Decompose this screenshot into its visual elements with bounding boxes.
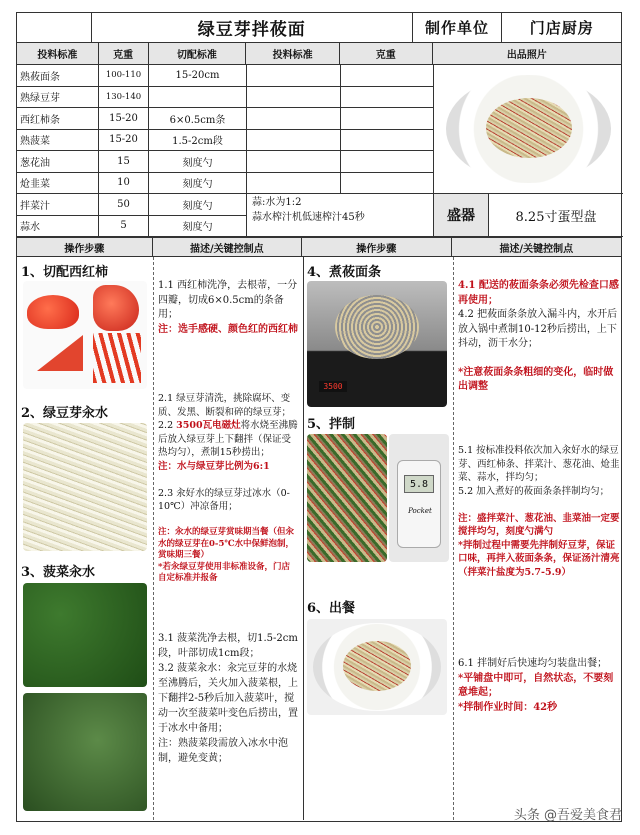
maker-label: 制作单位 (413, 13, 503, 43)
table-row: 熟菠菜 15-20 1.5-2cm段 (17, 130, 434, 152)
right-desc-header: 描述/关键控制点 (452, 238, 621, 257)
ingredients-block (17, 65, 621, 237)
table-row: 葱花油 15 刻度勺 (17, 151, 434, 173)
step-5-desc: 5.1 按标准投料依次加入汆好水的绿豆芽、西红柿条、拌菜汁、葱花油、炝韭菜、蒜水，拌均匀； 5.2 加入煮好的莜面条条拌制均匀； 注：盛拌菜汁、葱花油、韭菜油一定要搅拌均匀，刻度勺满勺 *拌制过程中需要先拌制好豆芽，保证口味，再拌入莜面条条，保证汤汁清亮（拌菜汁盐度为5.7-5.9） (458, 445, 620, 578)
dish-name: 绿豆芽拌莜面 (92, 13, 413, 43)
vessel-label: 盛器 (434, 194, 489, 237)
table-row: 西红柿条 15-20 6×0.5cm条 (17, 108, 434, 130)
table-row: 蒜水 5 刻度勺 (17, 216, 434, 238)
title-row (17, 13, 621, 43)
noodle-pile (486, 98, 572, 158)
step-3-desc: 3.1 菠菜洗净去根，切1.5-2cm段，叶部切成1cm段； 3.2 菠菜汆水：汆完豆芽的水烧至沸腾后，关火加入菠菜根，上下翻拌2-5秒后加入菠菜叶，搅动一次至菠菜叶变色后捞出，置于冰水中备用； 注：熟菠菜段需放入冰水中泡制，避免变黄； (158, 633, 298, 764)
strainer-icon (335, 295, 419, 359)
plated-photo (307, 619, 447, 715)
step-1-title: 1、切配西红柿 (21, 265, 109, 280)
table-row: 熟莜面条 100-110 15-20cm (17, 65, 434, 87)
maker-value: 门店厨房 (502, 13, 621, 43)
table-row: 熟绿豆芽 130-140 (17, 87, 434, 109)
left-step-header: 操作步骤 (17, 238, 153, 257)
col-header-weight: 克重 (99, 43, 149, 65)
tomato-half-icon (27, 295, 79, 329)
table-row: 炝韭菜 10 刻度勺 (17, 173, 434, 195)
col-header-photo: 出品照片 (433, 43, 621, 65)
bean-sprouts-photo (23, 423, 147, 551)
step-2-desc: 2.1 绿豆芽清洗，挑除腐坏、变质、发黑、断裂和碎的绿豆芽； 2.2 3500瓦电磁灶将水烧至沸腾后放入绿豆芽上下翻拌（保证受热均匀），煮制15秒捞出； 注：水与绿豆芽比例为6:1 2.3 汆好水的绿豆芽过冰水（0-10℃）冲凉备用； 注：汆水的绿豆芽赏味期当餐（但汆水的绿豆芽在0-5℃水中保鲜泡制，赏味期三餐） *若汆绿豆芽使用非标准设备，门店自定标准并报备 (158, 393, 298, 584)
col-header-cut: 切配标准 (149, 43, 247, 65)
meter-brand: Pocket (408, 507, 432, 515)
step-6-title: 6、出餐 (307, 601, 356, 616)
steps-header (17, 237, 621, 257)
tomato-quarter-icon (93, 285, 139, 331)
tomato-strips-icon (93, 333, 141, 383)
garlic-note: 蒜:水为1:2 蒜水榨汁机低速榨汁45秒 (252, 197, 365, 223)
step-5-title: 5、拌制 (307, 417, 356, 432)
col-header-ingredient: 投料标准 (17, 43, 99, 65)
col-header-weight-2: 克重 (340, 43, 433, 65)
vessel-row (434, 194, 623, 237)
step-3-title: 3、菠菜汆水 (21, 565, 96, 580)
step-6-desc: 6.1 拌制好后快速均匀装盘出餐； *平铺盘中即可，自然状态，不要刻意堆起； *拌制作业时间：42秒 (458, 658, 614, 713)
meter-readout: 5.8 (404, 475, 434, 493)
tomato-photo (23, 281, 147, 389)
product-photo-cell (434, 65, 623, 194)
left-desc-header: 描述/关键控制点 (153, 238, 303, 257)
meter-body-icon (397, 460, 441, 548)
table-row: 拌菜汁 50 刻度勺 (17, 194, 434, 216)
step-4-desc: 4.1 配送的莜面条条必须先检查口感再使用； 4.2 把莜面条条放入漏斗内，水开后放入锅中煮制10-12秒后捞出，上下抖动，沥干水分； *注意莜面条条粗细的变化，临时做出调整 (458, 280, 619, 392)
spinach-photo-2 (23, 693, 147, 811)
steps-body (17, 257, 621, 820)
vessel-value: 8.25寸蛋型盘 (489, 194, 623, 237)
tomato-wedge-icon (37, 335, 83, 371)
salinity-meter-photo (389, 434, 449, 562)
col-header-ingredient-2: 投料标准 (246, 43, 340, 65)
step-1-desc: 1.1 西红柿洗净，去根蒂，一分四瓣，切成6×0.5cm的条备用； 注：选手感硬、颜色红的西红柿 (158, 280, 298, 335)
cooking-photo (307, 281, 447, 407)
spinach-photo-1 (23, 583, 147, 687)
right-step-header: 操作步骤 (302, 238, 452, 257)
ingredients-header (17, 43, 621, 65)
cooker-display: 3500 (319, 381, 347, 392)
step-4-title: 4、煮莜面条 (307, 265, 382, 280)
step-2-title: 2、绿豆芽汆水 (21, 406, 109, 421)
recipe-sheet (16, 12, 622, 822)
mixing-photo (307, 434, 387, 562)
plated-noodle-icon (343, 641, 411, 691)
watermark: 头条 @吾爱美食君 (513, 808, 622, 823)
